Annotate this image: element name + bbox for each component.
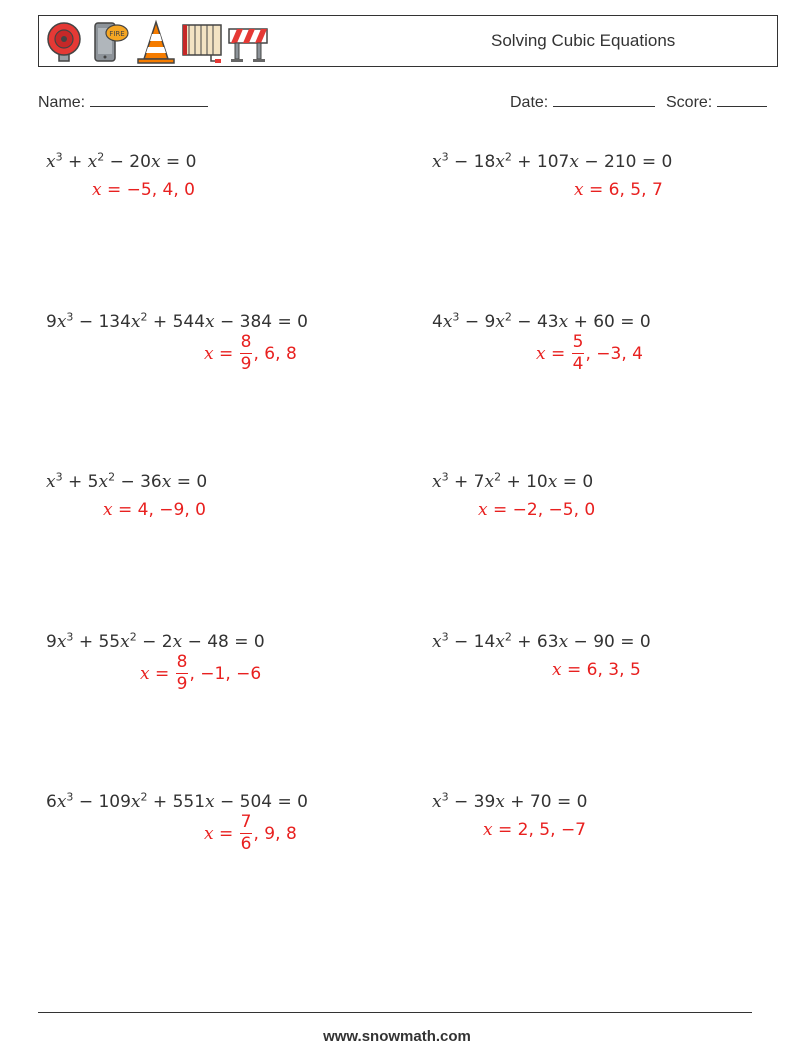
- name-blank[interactable]: [90, 92, 208, 107]
- problem-answer-4: x = $\frac{5}{4}$ , −3 , 4: [536, 332, 643, 374]
- problem-answer-2: x = 6 , 5 , 7: [574, 180, 663, 200]
- problem-equation-1: $x^3 + x^2 - 20x = 0$: [46, 150, 197, 172]
- problem-answer-6: x = −2 , −5 , 0: [478, 500, 596, 520]
- score-field[interactable]: [666, 92, 767, 112]
- problem-equation-4: $4x^3 - 9x^2 - 43x + 60 = 0$: [432, 310, 651, 332]
- road-barrier-icon: [227, 19, 269, 65]
- problem-equation-2: $x^3 - 18x^2 + 107x - 210 = 0$: [432, 150, 673, 172]
- fire-hose-reel-icon: [181, 19, 223, 65]
- date-field[interactable]: [510, 92, 655, 112]
- problem-answer-5: x = 4 , −9 , 0: [103, 500, 206, 520]
- footer-divider: [38, 1012, 752, 1013]
- date-label: Date:: [510, 94, 549, 111]
- problem-equation-3: $9x^3 - 134x^2 + 544x - 384 = 0$: [46, 310, 308, 332]
- problem-equation-9: $6x^3 - 109x^2 + 551x - 504 = 0$: [46, 790, 308, 812]
- fire-alarm-bell-icon: [43, 19, 85, 65]
- problem-answer-10: x = 2 , 5 , −7: [483, 820, 586, 840]
- problem-answer-8: x = 6 , 3 , 5: [552, 660, 641, 680]
- problem-answer-3: x = $\frac{8}{9}$ , 6 , 8: [204, 332, 297, 374]
- problem-answer-7: x = $\frac{8}{9}$ , −1 , −6: [140, 652, 262, 694]
- name-field[interactable]: [38, 92, 208, 112]
- header-icons: [43, 19, 269, 65]
- problem-answer-9: x = $\frac{7}{6}$ , 9 , 8: [204, 812, 297, 854]
- problem-equation-6: $x^3 + 7x^2 + 10x = 0$: [432, 470, 594, 492]
- svg-text:FIRE: FIRE: [109, 30, 125, 38]
- name-label: Name:: [38, 94, 86, 111]
- worksheet-title: Solving Cubic Equations: [491, 31, 676, 50]
- traffic-cone-icon: [135, 19, 177, 65]
- date-blank[interactable]: [553, 92, 655, 107]
- problem-equation-5: $x^3 + 5x^2 - 36x = 0$: [46, 470, 208, 492]
- phone-fire-alert-icon: [89, 19, 131, 65]
- score-blank[interactable]: [717, 92, 767, 107]
- worksheet-header: [38, 15, 778, 67]
- footer-website: www.snowmath.com: [323, 1028, 471, 1045]
- problem-equation-7: $9x^3 + 55x^2 - 2x - 48 = 0$: [46, 630, 265, 652]
- problem-answer-1: x = −5 , 4 , 0: [92, 180, 195, 200]
- problem-equation-10: $x^3 - 39x + 70 = 0$: [432, 790, 588, 812]
- score-label: Score:: [666, 94, 713, 111]
- problem-equation-8: $x^3 - 14x^2 + 63x - 90 = 0$: [432, 630, 651, 652]
